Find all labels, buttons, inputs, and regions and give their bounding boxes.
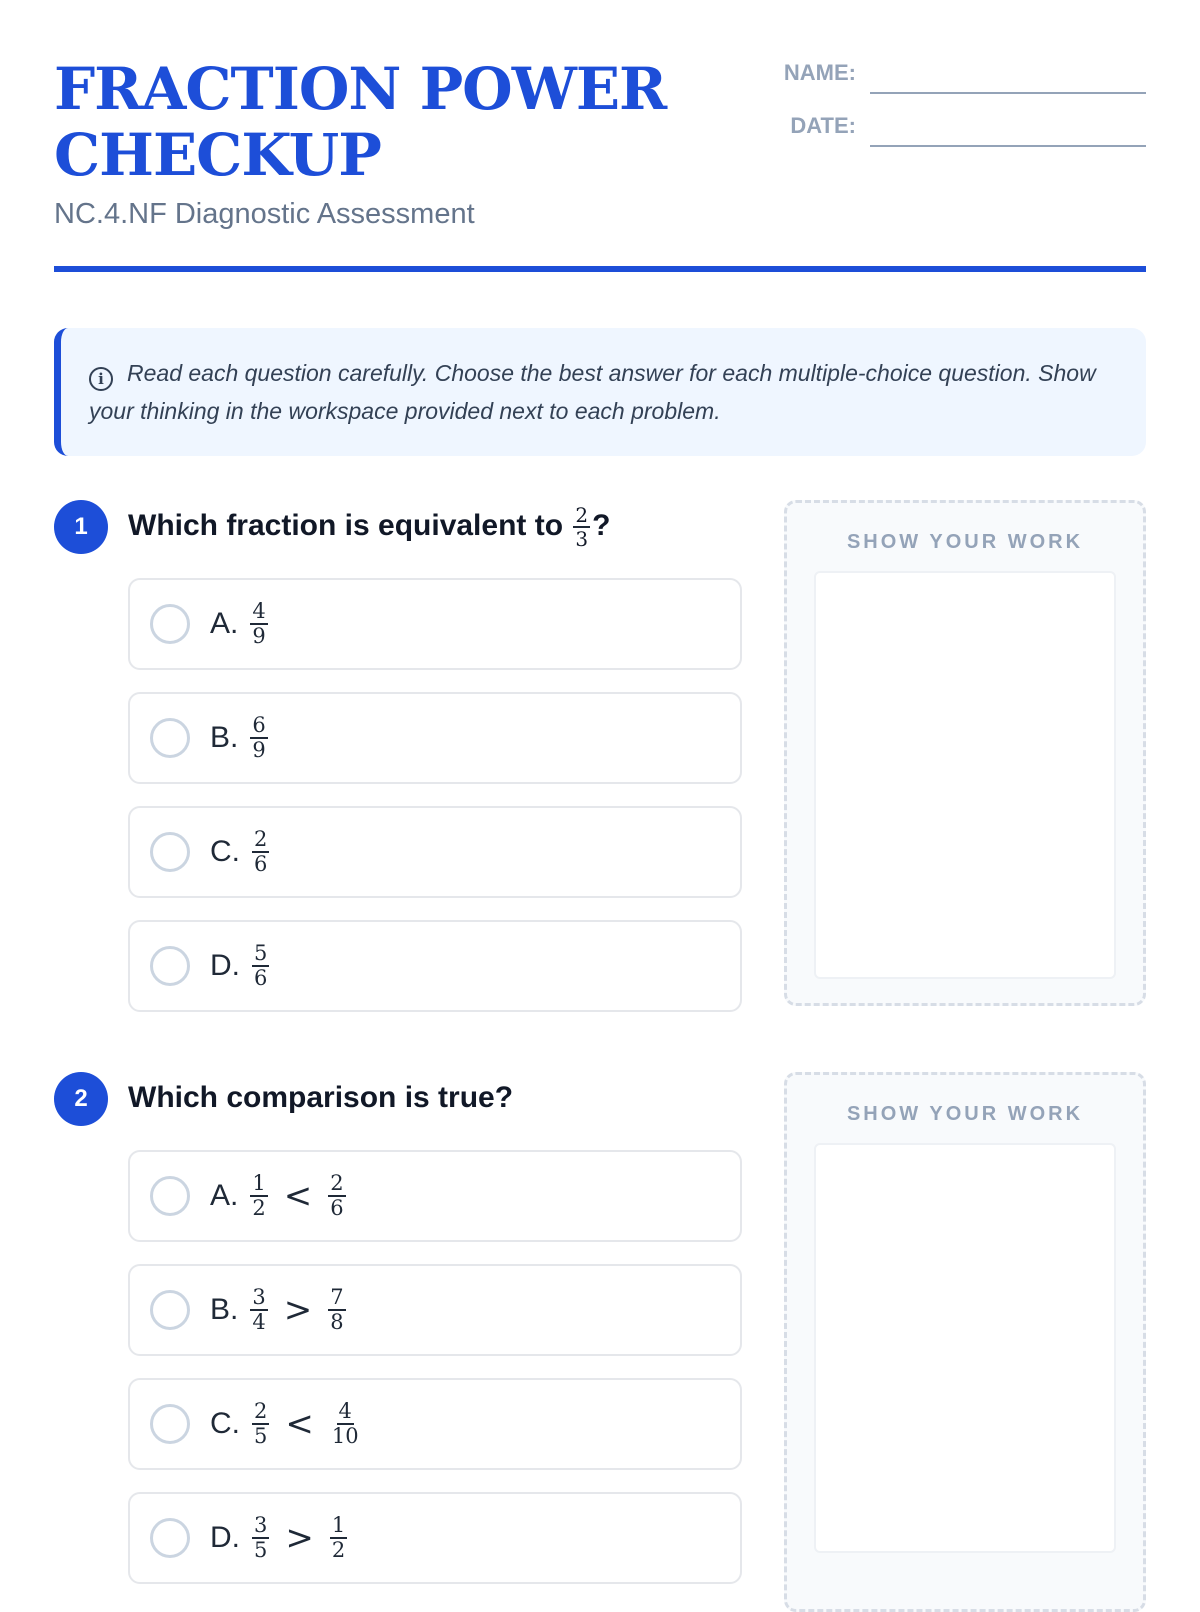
fraction-denominator: 2 [331, 1538, 346, 1562]
page-title: FRACTION POWER CHECKUP [54, 55, 667, 189]
date-field[interactable] [870, 111, 1146, 147]
option-letter: D. [210, 1521, 240, 1554]
fraction-numerator: 4 [338, 1399, 352, 1423]
answer-option-b[interactable] [128, 692, 742, 784]
radio-button[interactable] [150, 1518, 190, 1558]
fraction-numerator: 2 [575, 503, 589, 528]
fraction-denominator: 8 [330, 1310, 344, 1334]
fraction-denominator: 6 [254, 852, 268, 876]
info-icon: i [89, 367, 113, 391]
fraction-numerator: 2 [254, 827, 268, 851]
option-content [210, 1401, 363, 1447]
question-prompt [128, 503, 611, 552]
name-field[interactable] [870, 58, 1146, 94]
fraction-denominator: 6 [330, 1196, 344, 1220]
option-letter: D. [210, 949, 240, 982]
work-area [784, 1072, 1146, 1612]
radio-button[interactable] [150, 1404, 190, 1444]
left-fraction [252, 1401, 269, 1447]
option-fraction [252, 943, 269, 989]
option-content [210, 1173, 348, 1219]
option-fraction [252, 829, 269, 875]
option-content [210, 943, 271, 989]
left-fraction [250, 1173, 267, 1219]
question-prompt [128, 1076, 513, 1120]
left-fraction [250, 1287, 267, 1333]
work-area [784, 500, 1146, 1006]
prompt-fraction [573, 503, 590, 552]
answer-options [128, 578, 742, 1034]
fraction-numerator: 2 [330, 1171, 344, 1195]
answer-option-d[interactable] [128, 1492, 742, 1584]
answer-option-a[interactable] [128, 578, 742, 670]
right-fraction [330, 1515, 347, 1561]
right-fraction [330, 1401, 361, 1447]
comparison-symbol: > [283, 1290, 313, 1330]
fraction-denominator: 5 [254, 1538, 268, 1562]
fraction-denominator: 4 [252, 1310, 266, 1334]
work-area-canvas[interactable] [814, 571, 1116, 979]
radio-button[interactable] [150, 832, 190, 872]
answer-option-a[interactable] [128, 1150, 742, 1242]
work-area-canvas[interactable] [814, 1143, 1116, 1553]
fraction-denominator: 2 [252, 1196, 266, 1220]
date-row [734, 109, 1146, 147]
comparison-symbol: > [285, 1518, 314, 1558]
fraction-numerator: 3 [252, 1285, 266, 1309]
name-row [734, 56, 1146, 94]
comparison-symbol: < [283, 1176, 313, 1216]
comparison-symbol: < [285, 1404, 314, 1444]
fraction-denominator: 10 [331, 1424, 359, 1448]
question-prompt-suffix: ? [592, 509, 611, 542]
answer-option-c[interactable] [128, 806, 742, 898]
answer-option-b[interactable] [128, 1264, 742, 1356]
answer-option-c[interactable] [128, 1378, 742, 1470]
option-letter: B. [210, 1293, 239, 1326]
fraction-numerator: 1 [331, 1513, 346, 1537]
fraction-denominator: 9 [252, 624, 266, 648]
option-letter: C. [210, 1407, 240, 1440]
option-letter: A. [210, 607, 239, 640]
header-divider [54, 266, 1146, 272]
question-prompt-text: Which fraction is equivalent to [128, 509, 564, 542]
fraction-numerator: 3 [254, 1513, 268, 1537]
option-letter: A. [210, 1179, 239, 1212]
fraction-numerator: 7 [330, 1285, 344, 1309]
question-number-badge: 2 [54, 1072, 108, 1126]
fraction-numerator: 1 [252, 1171, 266, 1195]
radio-button[interactable] [150, 946, 190, 986]
radio-button[interactable] [150, 1290, 190, 1330]
fraction-denominator: 6 [254, 966, 268, 990]
fraction-denominator: 3 [575, 527, 589, 552]
name-label: NAME: [783, 60, 856, 85]
option-letter: C. [210, 835, 240, 868]
instructions-text: Read each question carefully. Choose the best answer for each multiple-choice question. Show your thinking in the workspace provided next to each problem. [89, 360, 1096, 424]
right-fraction [328, 1287, 345, 1333]
option-content [210, 601, 270, 647]
date-label: DATE: [790, 113, 856, 138]
question-prompt-text: Which comparison is true? [128, 1081, 514, 1114]
option-content [210, 715, 270, 761]
worksheet-header [54, 0, 1146, 272]
page-subtitle: NC.4.NF Diagnostic Assessment [54, 198, 475, 230]
left-fraction [252, 1515, 269, 1561]
answer-option-d[interactable] [128, 920, 742, 1012]
work-area-label: SHOW YOUR WORK [846, 1103, 1084, 1125]
fraction-numerator: 2 [254, 1399, 268, 1423]
fraction-numerator: 5 [254, 941, 268, 965]
fraction-denominator: 9 [252, 738, 266, 762]
fraction-denominator: 5 [254, 1424, 268, 1448]
right-fraction [328, 1173, 345, 1219]
question-number-badge: 1 [54, 500, 108, 554]
option-fraction [250, 601, 267, 647]
answer-options [128, 1150, 742, 1606]
option-content [210, 829, 271, 875]
radio-button[interactable] [150, 1176, 190, 1216]
work-area-label: SHOW YOUR WORK [846, 531, 1084, 553]
option-fraction [250, 715, 267, 761]
radio-button[interactable] [150, 718, 190, 758]
option-content [210, 1287, 348, 1333]
option-letter: B. [210, 721, 239, 754]
fraction-numerator: 4 [252, 599, 266, 623]
option-content [210, 1515, 349, 1561]
radio-button[interactable] [150, 604, 190, 644]
fraction-numerator: 6 [252, 713, 266, 737]
instructions-callout [54, 328, 1146, 456]
student-info [734, 56, 1146, 162]
